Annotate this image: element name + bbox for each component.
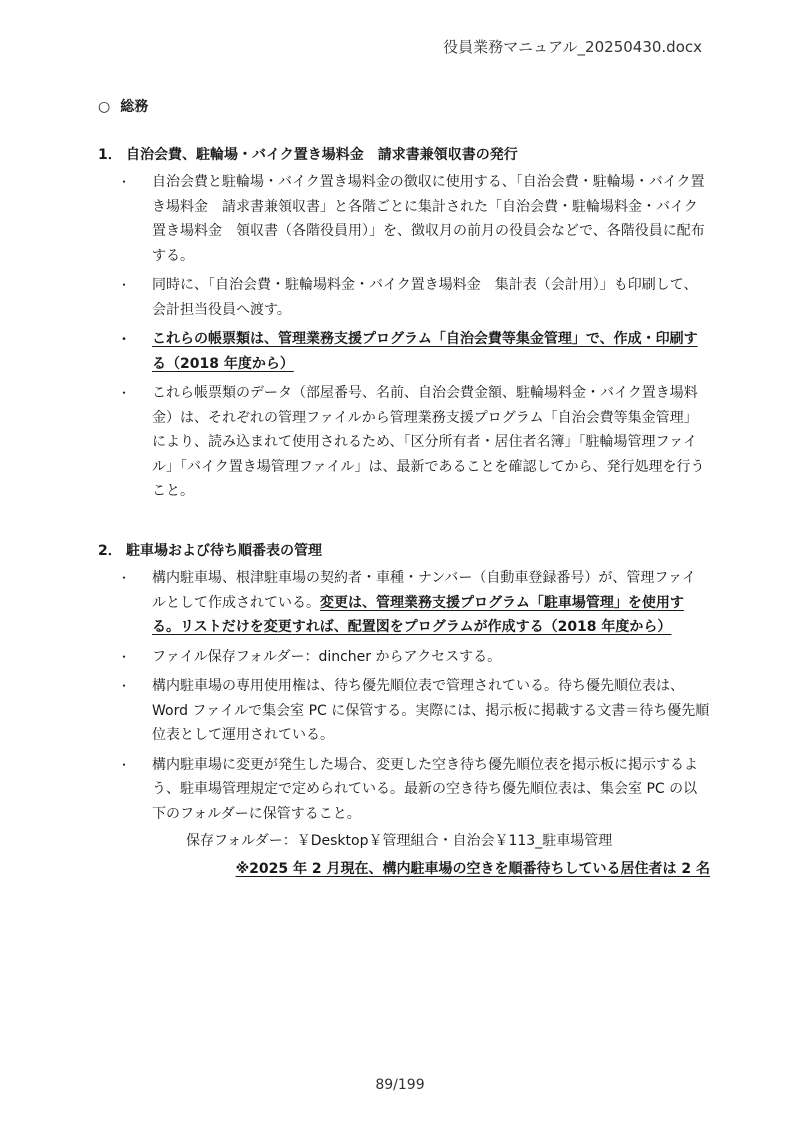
section-number: 1． xyxy=(98,147,122,163)
bullet-list xyxy=(98,170,710,504)
list-item-text: 構内駐車場、根津駐車場の契約者・車種・ナンバー（自動車登録番号）が、管理ファイルとして作成されている。 xyxy=(152,570,697,611)
list-item: ・ ファイル保存フォルダー：dincher からアクセスする。 xyxy=(98,645,710,670)
section-heading-general xyxy=(98,96,148,116)
section-invoice-receipt xyxy=(98,146,710,509)
list-item: ・ 同時に、「自治会費・駐輪場料金・バイク置き場料金 集計表（会計用）」も印刷して、会計担当役員へ渡す。 xyxy=(98,273,710,322)
folder-path: 保存フォルダー：￥Desktop￥管理組合・自治会￥113_駐車場管理 xyxy=(186,833,613,849)
section-number: 2． xyxy=(98,543,122,559)
section-parking-management xyxy=(98,542,710,881)
list-item-emphasis: 変更は、管理業務支援プログラム「駐車場管理」を使用する。リストだけを変更すれば、配置図をプログラムが作成する（2018 年度から） xyxy=(152,594,684,635)
section-title xyxy=(98,146,710,170)
bullet-list xyxy=(98,566,710,826)
parking-waitlist-note: ※2025 年 2 月現在、構内駐車場の空きを順番待ちしている居住者は 2 名 xyxy=(235,861,710,877)
list-item xyxy=(98,566,710,640)
list-item-emphasis: ・ これらの帳票類は、管理業務支援プログラム「自治会費等集金管理」で、作成・印刷する（2018 年度から） xyxy=(98,327,710,376)
document-filename: 役員業務マニュアル_20250430.docx xyxy=(443,38,702,56)
list-item: ・ 自治会費と駐輪場・バイク置き場料金の徴収に使用する、「自治会費・駐輪場・バイク置き場料金 請求書兼領収書」と各階ごとに集計された「自治会費・駐輪場料金・バイク置き場料金 領収書（各階役員用）」を、徴収月の前月の役員会などで、各階役員に配布する。 xyxy=(98,170,710,268)
list-item: ・ 構内駐車場に変更が発生した場合、変更した空き待ち優先順位表を掲示板に掲示するよう、駐車場管理規定で定められている。最新の空き待ち優先順位表は、集会室 PC の以下のフォルダーに保管すること。 xyxy=(98,753,710,827)
section-title-text: 自治会費、駐輪場・バイク置き場料金 請求書兼領収書の発行 xyxy=(126,147,518,163)
section-title-text: 駐車場および待ち順番表の管理 xyxy=(126,543,322,559)
list-item: ・ これら帳票類のデータ（部屋番号、名前、自治会費金額、駐輪場料金・バイク置き場料金）は、それぞれの管理ファイルから管理業務支援プログラム「自治会費等集金管理」により、読み込まれて使用されるため、「区分所有者・居住者名簿」「駐輪場管理ファイル」「バイク置き場管理ファイル」は、最新であることを確認してから、発行処理を行うこと。 xyxy=(98,381,710,504)
section-title xyxy=(98,542,710,566)
page-number: 89/199 xyxy=(375,1077,425,1093)
heading-text: 総務 xyxy=(120,99,149,115)
circle-bullet: ○ xyxy=(98,99,111,115)
list-item: ・ 構内駐車場の専用使用権は、待ち優先順位表で管理されている。待ち優先順位表は、Word ファイルで集会室 PC に保管する。実際には、掲示板に掲載する文書＝待ち優先順位表として運用されている。 xyxy=(98,674,710,748)
